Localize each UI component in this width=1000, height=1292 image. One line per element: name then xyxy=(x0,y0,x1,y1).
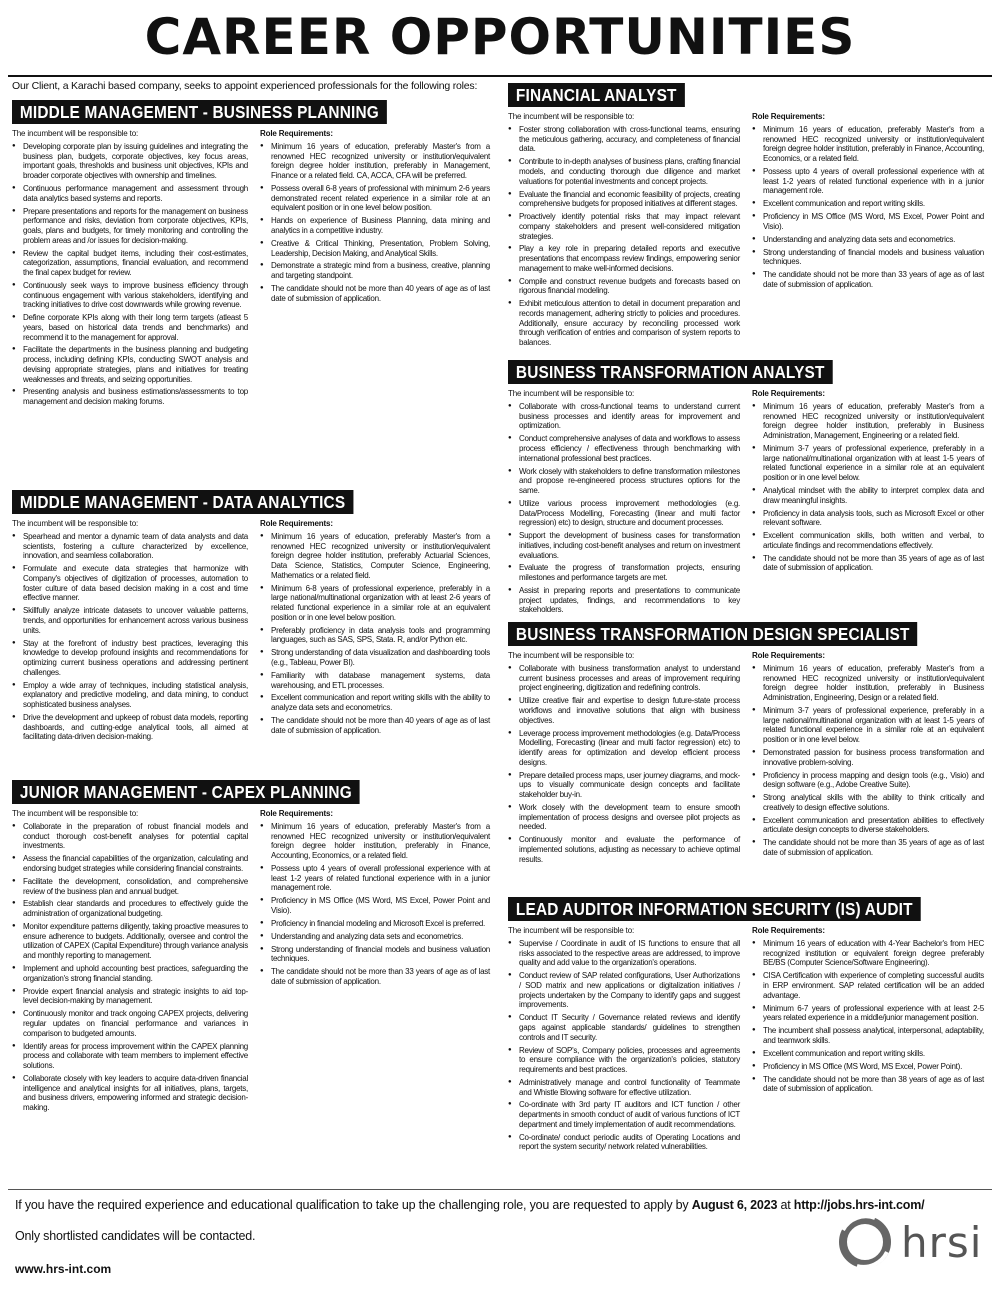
requirements-column xyxy=(260,129,490,410)
responsibilities-column xyxy=(12,129,248,410)
responsibility-item: ● Assist in preparing reports and presentations to communicate project updates, findings, and recommendations to key stakeholders. xyxy=(508,586,740,615)
apply-link[interactable]: http://jobs.hrs-int.com/ xyxy=(793,1198,925,1212)
apply-mid: at xyxy=(777,1198,794,1212)
responsibility-item: ● Collaborate in the preparation of robust financial models and conduct thorough cost-benefit analyses for potential capital investments. xyxy=(12,822,248,851)
logo-ring-icon xyxy=(835,1212,897,1272)
requirement-item: ● Proficiency in data analysis tools, such as Microsoft Excel or other relevant software. xyxy=(752,509,984,528)
responsibility-item: ● Skillfully analyze intricate datasets to uncover valuable patterns, trends, and opportunities for enhancement across various business units. xyxy=(12,606,248,635)
responsibility-item: ● Presenting analysis and business estimations/assessments to top management and decision making forums. xyxy=(12,387,248,406)
responsibility-item: ● Continuously monitor and evaluate the performance of implemented solutions, adjusting as necessary to achieve optimal results. xyxy=(508,835,740,864)
requirement-item: ● Analytical mindset with the ability to interpret complex data and draw meaningful insights. xyxy=(752,486,984,505)
requirement-item: ● The candidate should not be more than 33 years of age as of last date of submission of application. xyxy=(752,270,984,289)
responsibility-item: ● Collaborate with business transformation analyst to understand current business processes and areas of improvement requiring project engineering, digitization and redefining controls. xyxy=(508,664,740,693)
requirements-list xyxy=(260,142,490,303)
responsibility-item: ● Define corporate KPIs along with their long term targets (atleast 5 years, based on historical data trends and benchmarks) and recommend it to the management for approval. xyxy=(12,313,248,342)
requirement-item: ● Minimum 16 years of education, preferably Master's from a renowned HEC recognized university or institution/equivalent foreign degree holder institution, preferably in Finance, Accounting, Economics, or a related field. xyxy=(260,822,490,861)
requirement-item: ● Understanding and analyzing data sets and econometrics. xyxy=(752,235,984,245)
responsibilities-heading: The incumbent will be responsible to: xyxy=(508,112,635,121)
requirements-column xyxy=(752,926,984,1155)
requirements-list xyxy=(752,664,984,858)
requirement-item: ● Minimum 16 years of education with 4-Year Bachelor's from HEC recognized institution or equivalent foreign degree preferably BE/BS (Computer Science/Software Engineering). xyxy=(752,939,984,968)
section-body xyxy=(12,129,502,410)
requirement-item: ● The candidate should not be more than 40 years of age as of last date of submission of application. xyxy=(260,284,490,303)
logo-text: hrsi xyxy=(901,1218,983,1267)
responsibility-item: ● Review of SOP's, Company policies, processes and agreements to ensure compliance with the organization's policies, statutory requirements and best practices. xyxy=(508,1046,740,1075)
requirement-item: ● The candidate should not be more than 33 years of age as of last date of submission of application. xyxy=(260,967,490,986)
requirement-item: ● Possess upto 4 years of overall professional experience with at least 1-2 years of related functional experience with in a junior management role. xyxy=(752,167,984,196)
responsibility-item: ● Monitor expenditure patterns diligently, taking proactive measures to ensure adherence to budgets. Additionally, oversee and control the utilization of CAPEX (Capital Expenditure) through variance analysis and monthly reporting to management. xyxy=(12,922,248,961)
responsibilities-column xyxy=(508,112,740,351)
responsibility-item: ● Evaluate the progress of transformation projects, ensuring milestones and performance targets are met. xyxy=(508,563,740,582)
responsibilities-heading: The incumbent will be responsible to: xyxy=(12,519,139,528)
requirements-heading: Role Requirements: xyxy=(752,112,825,121)
responsibility-item: ● Utilize creative flair and expertise to design future-state process workflows and innovative solutions that align with business objectives. xyxy=(508,696,740,725)
requirement-item: ● Demonstrate a strategic mind from a business, creative, planning and targeting standpoint. xyxy=(260,261,490,280)
responsibilities-heading: The incumbent will be responsible to: xyxy=(508,651,635,660)
requirement-item: ● Understanding and analyzing data sets and econometrics. xyxy=(260,932,490,942)
section-lead-auditor-is-audit xyxy=(508,897,994,1155)
requirement-item: ● Excellent communication and report writing skills. xyxy=(752,1049,984,1059)
section-body xyxy=(508,389,994,618)
page-header xyxy=(0,0,1000,74)
responsibility-item: ● Stay at the forefront of industry best practices, leveraging this knowledge to develop profound insights and recommendations for optimizing current business operations and addressing pertinent challenges. xyxy=(12,639,248,678)
requirement-item: ● Proficiency in financial modeling and Microsoft Excel is preferred. xyxy=(260,919,490,929)
section-title: BUSINESS TRANSFORMATION ANALYST xyxy=(508,360,832,384)
section-middle-management-data-analytics xyxy=(12,490,502,745)
responsibility-item: ● Conduct comprehensive analyses of data and workflows to assess process efficiency / effectiveness through benchmarking with international professional best practices. xyxy=(508,434,740,463)
responsibility-item: ● Leverage process improvement methodologies (e.g. Data/Process Modelling, Forecasting (linear and multi factor regression) etc) to identify areas for optimization and develop efficient process designs. xyxy=(508,729,740,768)
requirement-item: ● Excellent communication skills, both written and verbal, to articulate findings and recommendations effectively. xyxy=(752,531,984,550)
requirement-item: ● Minimum 6-8 years of professional experience, preferably in a large national/multinational organization with at least 2-6 years of related functional experience in a similar role at an equivalent position or in one level below position. xyxy=(260,584,490,623)
responsibility-item: ● Provide expert financial analysis and strategic insights to aid top-level decision-making by management. xyxy=(12,987,248,1006)
requirement-item: ● The candidate should not be more than 40 years of age as of last date of submission of application. xyxy=(260,716,490,735)
responsibility-item: ● Conduct IT Security / Governance related reviews and identify gaps against applicable standards/ guidelines to strengthen controls and IT security. xyxy=(508,1013,740,1042)
responsibility-item: ● Proactively identify potential risks that may impact relevant company stakeholders and present well-considered mitigation strategies. xyxy=(508,212,740,241)
responsibility-item: ● Supervise / Coordinate in audit of IS functions to ensure that all risks associated to the respective areas are addressed, to improve quality and add value to the organization's operations. xyxy=(508,939,740,968)
requirement-item: ● Proficiency in process mapping and design tools (e.g., Visio) and design software (e.g., Adobe Creative Suite). xyxy=(752,771,984,790)
requirement-item: ● Strong understanding of data visualization and dashboarding tools (e.g., Tableau, Power BI). xyxy=(260,648,490,667)
section-body xyxy=(508,926,994,1155)
requirements-heading: Role Requirements: xyxy=(752,926,825,935)
responsibility-item: ● Continuously monitor and track ongoing CAPEX projects, delivering regular updates on financial performance and variances in comparison to budgeted amounts. xyxy=(12,1009,248,1038)
header-divider xyxy=(8,75,992,77)
requirement-item: ● Proficiency in MS Office (MS Word, MS Excel, Power Point and Visio). xyxy=(752,212,984,231)
requirements-column xyxy=(260,519,490,745)
responsibility-item: ● Play a key role in preparing detailed reports and executive presentations that encompass review findings, empowering senior management to make well-informed decisions. xyxy=(508,244,740,273)
responsibility-item: ● Prepare presentations and reports for the management on business performance and risks, deviation from corporate objectives, KPIs, goals, plans and budgets, for timely monitoring and controlling the problem areas and /or issues for decision-making. xyxy=(12,207,248,246)
section-title: LEAD AUDITOR INFORMATION SECURITY (IS) AUDIT xyxy=(508,897,921,921)
section-business-transformation-analyst xyxy=(508,360,994,618)
responsibility-item: ● Implement and uphold accounting best practices, safeguarding the organization's strong financial standing. xyxy=(12,964,248,983)
responsibility-item: ● Establish clear standards and procedures to effectively guide the administration of organizational budgeting. xyxy=(12,899,248,918)
intro-text: Our Client, a Karachi based company, seeks to appoint experienced professionals for the following roles: xyxy=(12,80,478,92)
responsibility-item: ● Formulate and execute data strategies that harmonize with Company's objectives of digitization of processes, automation to foster culture of data based decision making in a cost and time effective manner. xyxy=(12,564,248,603)
requirements-column xyxy=(752,389,984,618)
requirement-item: ● Minimum 16 years of education, preferably Master's from a renowned HEC recognized university or institution/equivalent foreign degree holder institution, preferably in Management, Finance or a related field. CA, ACCA, CFA will be preferred. xyxy=(260,142,490,181)
requirement-item: ● CISA Certification with experience of completing successful audits in ERP environment. SAP related certification will be an added advantage. xyxy=(752,971,984,1000)
requirements-list xyxy=(752,125,984,290)
responsibility-item: ● Employ a wide array of techniques, including statistical analysis, explanatory and predictive modeling, and data mining, to conduct sophisticated business analyses. xyxy=(12,681,248,710)
responsibilities-heading: The incumbent will be responsible to: xyxy=(12,129,139,138)
responsibility-item: ● Collaborate closely with key leaders to acquire data-driven financial intelligence and analytical insights for all initiatives, plans, targets, and business drivers, empowering informed and strategic decision-making. xyxy=(12,1074,248,1113)
requirement-item: ● Minimum 16 years of education, preferably Master's from a renowned HEC recognized university or institution/equivalent foreign degree holder institution, preferably Actuarial Sciences, Data Science, Statistics, Computer Science, Engineering, Mathematics or a related field. xyxy=(260,532,490,581)
requirement-item: ● Strong analytical skills with the ability to think critically and creatively to design effective solutions. xyxy=(752,793,984,812)
responsibility-item: ● Administratively manage and control functionality of Teammate and Whistle Blowing software for effective utilization. xyxy=(508,1078,740,1097)
section-business-transformation-design-specialist xyxy=(508,622,994,867)
section-junior-management-capex-planning xyxy=(12,780,502,1116)
responsibility-item: ● Collaborate with cross-functional teams to understand current business processes and identify areas for improvement and optimization. xyxy=(508,402,740,431)
responsibility-item: ● Compile and construct revenue budgets and forecasts based on rigorous financial modeling. xyxy=(508,277,740,296)
website-link[interactable]: www.hrs-int.com xyxy=(15,1262,112,1276)
requirement-item: ● Minimum 16 years of education, preferably Master's from a renowned HEC recognized university or institution/equivalent foreign degree holder institution, preferably in Business Administration, Management, Engineering or a related field. xyxy=(752,402,984,441)
footer-divider xyxy=(8,1189,992,1190)
requirement-item: ● Proficiency in MS Office (MS Word, MS Excel, Power Point and Visio). xyxy=(260,896,490,915)
requirement-item: ● Strong understanding of financial models and business valuation techniques. xyxy=(752,248,984,267)
section-middle-management-business-planning xyxy=(12,100,502,410)
responsibility-item: ● Conduct review of SAP related configurations, User Authorizations / SOD matrix and new applications or digitalization initiatives / projects undertaken by the Company to identify gaps and suggest improvements. xyxy=(508,971,740,1010)
responsibility-item: ● Drive the development and upkeep of robust data models, reporting dashboards, and cutting-edge analytical tools, all aimed at facilitating data-driven decision-making. xyxy=(12,713,248,742)
responsibility-item: ● Foster strong collaboration with cross-functional teams, ensuring the meticulous gathering, accuracy, and completeness of financial data. xyxy=(508,125,740,154)
requirements-heading: Role Requirements: xyxy=(260,519,333,528)
section-title: BUSINESS TRANSFORMATION DESIGN SPECIALIST xyxy=(508,622,918,646)
section-body xyxy=(12,519,502,745)
hrsi-logo xyxy=(835,1212,995,1272)
requirements-list xyxy=(752,402,984,573)
requirement-item: ● Minimum 3-7 years of professional experience, preferably in a large national/multinational organization with at least 1-5 years of related functional experience in a similar role at an equivalent position or in one level below. xyxy=(752,706,984,745)
responsibility-item: ● Developing corporate plan by issuing guidelines and integrating the business plan, budgets, corporate objectives, key focus areas, important goals, thresholds and business unit objectives, KPIs and broader corporate objectives with ownership and timelines. xyxy=(12,142,248,181)
requirements-heading: Role Requirements: xyxy=(752,651,825,660)
requirement-item: ● Creative & Critical Thinking, Presentation, Problem Solving, Leadership, Decision Making, and Analytical Skills. xyxy=(260,239,490,258)
requirement-item: ● Proficiency in MS Office (MS Word, MS Excel, Power Point). xyxy=(752,1062,984,1072)
page-title: CAREER OPPORTUNITIES xyxy=(144,8,856,66)
section-title: MIDDLE MANAGEMENT - BUSINESS PLANNING xyxy=(12,100,387,124)
responsibility-item: ● Facilitate the departments in the business planning and budgeting process, including defining KPIs, conducting SWOT analysis and devising appropriate strategies, plans and initiatives for treating weaknesses and threats, and seizing opportunities. xyxy=(12,345,248,384)
responsibilities-list xyxy=(508,125,740,348)
section-title: JUNIOR MANAGEMENT - CAPEX PLANNING xyxy=(12,780,360,804)
section-body xyxy=(508,112,994,351)
responsibilities-column xyxy=(508,389,740,618)
requirement-item: ● Familiarity with database management systems, data warehousing, and ETL processes. xyxy=(260,671,490,690)
section-title: FINANCIAL ANALYST xyxy=(508,83,685,107)
responsibility-item: ● Co-ordinate/ conduct periodic audits of Operating Locations and report the system security/ network related vulnerabilities. xyxy=(508,1133,740,1152)
responsibilities-list xyxy=(12,142,248,407)
section-body xyxy=(12,809,502,1116)
requirement-item: ● The candidate should not be more than 35 years of age as of last date of submission of application. xyxy=(752,554,984,573)
requirements-heading: Role Requirements: xyxy=(260,809,333,818)
right-column xyxy=(508,80,994,1188)
responsibility-item: ● Prepare detailed process maps, user journey diagrams, and mock-ups to visually communicate design concepts and facilitate stakeholder buy-in. xyxy=(508,771,740,800)
requirement-item: ● The candidate should not be more than 38 years of age as of last date of submission of application. xyxy=(752,1075,984,1094)
section-body xyxy=(508,651,994,867)
apply-date: August 6, 2023 xyxy=(691,1198,778,1212)
requirements-heading: Role Requirements: xyxy=(260,129,333,138)
responsibilities-column xyxy=(12,519,248,745)
responsibility-item: ● Review the capital budget items, including their cost-estimates, categorization, assumptions, financial evaluation, and recommend the final capex budget for review. xyxy=(12,249,248,278)
shortlist-note: Only shortlisted candidates will be contacted. xyxy=(15,1229,256,1243)
requirement-item: ● Possess overall 6-8 years of professional with minimum 2-6 years demonstrated recent related experience in a similar role at an equivalent position or in one level below position. xyxy=(260,184,490,213)
responsibilities-heading: The incumbent will be responsible to: xyxy=(508,926,635,935)
responsibilities-list xyxy=(508,402,740,615)
requirements-column xyxy=(752,112,984,351)
requirement-item: ● Minimum 16 years of education, preferably Master's from a renowned HEC recognized university or institution/equivalent foreign degree holder institution, preferably in Business Administration, Engineering, Design or a related field. xyxy=(752,664,984,703)
requirement-item: ● Strong understanding of financial models and business valuation techniques. xyxy=(260,945,490,964)
apply-instructions xyxy=(15,1198,924,1212)
responsibility-item: ● Co-ordinate with 3rd party IT auditors and ICT function / other departments in smooth conduct of audit of various functions of ICT department and timely implementation of audit recommendations. xyxy=(508,1100,740,1129)
responsibility-item: ● Work closely with stakeholders to define transformation milestones and propose re-engineered process structures options for the same. xyxy=(508,467,740,496)
responsibility-item: ● Spearhead and mentor a dynamic team of data analysts and data scientists, fostering a culture characterized by excellence, innovation, and seamless collaboration. xyxy=(12,532,248,561)
requirements-list xyxy=(752,939,984,1094)
responsibility-item: ● Continuous performance management and assessment through data analytics based systems and reports. xyxy=(12,184,248,203)
requirements-column xyxy=(752,651,984,867)
responsibility-item: ● Work closely with the development team to ensure smooth implementation of process designs and oversee pilot projects as needed. xyxy=(508,803,740,832)
responsibilities-heading: The incumbent will be responsible to: xyxy=(508,389,635,398)
requirement-item: ● The incumbent shall possess analytical, interpersonal, adaptability, and teamwork skills. xyxy=(752,1026,984,1045)
requirement-item: ● Minimum 3-7 years of professional experience, preferably in a large national/multinational organization with at least 1-5 years of related functional experience in a similar role at an equivalent position or in one level below. xyxy=(752,444,984,483)
responsibilities-list xyxy=(12,822,248,1113)
requirement-item: ● The candidate should not be more than 35 years of age as of last date of submission of application. xyxy=(752,838,984,857)
responsibility-item: ● Identify areas for process improvement within the CAPEX planning process and collaborate with team members to implement effective solutions. xyxy=(12,1042,248,1071)
left-column xyxy=(12,80,502,1188)
responsibility-item: ● Support the development of business cases for transformation initiatives, including cost-benefit analyses and return on investment evaluations. xyxy=(508,531,740,560)
requirements-list xyxy=(260,822,490,987)
responsibilities-list xyxy=(508,664,740,864)
responsibility-item: ● Continuously seek ways to improve business efficiency through continuous engagement with various stakeholders, identifying and tracking initiatives to drive cost downwards while growing revenue. xyxy=(12,281,248,310)
responsibility-item: ● Exhibit meticulous attention to detail in document preparation and records management, adhering strictly to policies and procedures. Additionally, ensure accuracy by reconciling processed work through verification of entries and comparison of system reports to balances. xyxy=(508,299,740,348)
requirement-item: ● Excellent communication and presentation abilities to effectively articulate design concepts to diverse stakeholders. xyxy=(752,816,984,835)
responsibility-item: ● Assess the financial capabilities of the organization, calculating and endorsing budget strategies while considering financial constraints. xyxy=(12,854,248,873)
responsibility-item: ● Utilize various process improvement methodologies (e.g. Data/Process Modelling, Forecasting (linear and multi factor regression) etc) to design, structure and document processes. xyxy=(508,499,740,528)
requirements-heading: Role Requirements: xyxy=(752,389,825,398)
responsibilities-heading: The incumbent will be responsible to: xyxy=(12,809,139,818)
responsibilities-list xyxy=(12,532,248,742)
requirement-item: ● Hands on experience of Business Planning, data mining and analytics in a competitive industry. xyxy=(260,216,490,235)
responsibilities-column xyxy=(12,809,248,1116)
section-financial-analyst xyxy=(508,83,994,351)
requirement-item: ● Preferably proficiency in data analysis tools and programming languages, such as SAS, SPS, Stata. R, and/or Python etc. xyxy=(260,626,490,645)
responsibility-item: ● Facilitate the development, consolidation, and comprehensive review of the business plan and annual budget. xyxy=(12,877,248,896)
requirement-item: ● Demonstrated passion for business process transformation and innovative problem-solving. xyxy=(752,748,984,767)
requirement-item: ● Excellent communication and report writing skills with the ability to analyze data sets and econometrics. xyxy=(260,693,490,712)
responsibilities-column xyxy=(508,651,740,867)
requirement-item: ● Minimum 16 years of education, preferably Master's from a renowned HEC recognized university or institution/equivalent foreign degree holder institution, preferably in Finance, Accounting, Economics, or a related field. xyxy=(752,125,984,164)
requirement-item: ● Minimum 6-7 years of professional experience with at least 2-5 years related experience in a middle/junior management position. xyxy=(752,1004,984,1023)
requirement-item: ● Excellent communication and report writing skills. xyxy=(752,199,984,209)
section-title: MIDDLE MANAGEMENT - DATA ANALYTICS xyxy=(12,490,353,514)
responsibility-item: ● Evaluate the financial and economic feasibility of projects, creating comprehensive budgets for proposed initiatives at different stages. xyxy=(508,190,740,209)
responsibility-item: ● Contribute to in-depth analyses of business plans, crafting financial models, and conducting thorough due diligence and market valuations for potential investments and concept projects. xyxy=(508,157,740,186)
responsibilities-column xyxy=(508,926,740,1155)
requirements-list xyxy=(260,532,490,735)
responsibilities-list xyxy=(508,939,740,1152)
requirement-item: ● Possess upto 4 years of overall professional experience with at least 1-2 years of related functional experience with in a junior management role. xyxy=(260,864,490,893)
apply-prefix: If you have the required experience and educational qualification to take up the challenging role, you are requested to apply by xyxy=(15,1198,692,1212)
requirements-column xyxy=(260,809,490,1116)
